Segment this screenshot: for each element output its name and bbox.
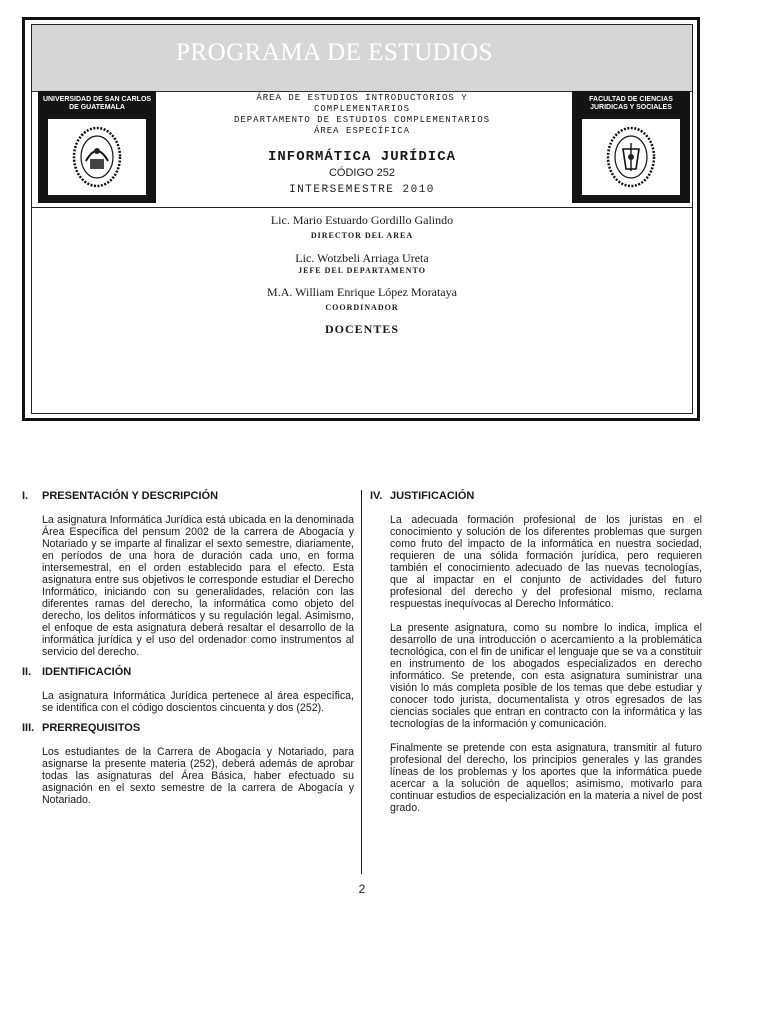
docentes-label: DOCENTES [324,322,400,336]
section-paragraph: La adecuada formación profesional de los juristas en el conocimiento y solución de los diferentes problemas que surgen como fruto del impacto de la informática en nuestra sociedad, requieren de una sólida formación jurídica, pero requieren también el conocimiento adecuado de las nuevas tecnologías, que al impactar en el conjunto de actividades del futuro profesional del derecho y del profesional mismo, reclama respuestas inequívocas al Derecho Informático. [390,514,702,610]
university-seal-frame [48,119,146,195]
header-inner-frame [31,24,693,414]
section-heading [22,666,354,678]
university-seal-icon [72,125,122,189]
department-head-role: JEFE DEL DEPARTAMENTO [298,266,426,275]
director-role: DIRECTOR DEL AREA [310,231,414,240]
section-heading [370,490,702,502]
page-number: 2 [358,882,366,896]
faculty-seal-icon [606,125,656,189]
area-line-2: COMPLEMENTARIOS [313,104,410,114]
section-title: IDENTIFICACIÓN [42,666,132,678]
right-column [370,490,702,826]
faculty-seal-caption: FACULTAD DE CIENCIAS JURIDICAS Y SOCIALES [589,96,673,111]
faculty-seal-box [572,91,690,203]
section-number: I. [22,490,29,502]
section-heading [22,722,354,734]
column-divider [361,490,362,874]
section-number: III. [22,722,35,734]
section-paragraph: La asignatura Informática Jurídica pertenece al área específica, se identifica con el código doscientos cincuenta y dos (252). [42,690,354,714]
semester-label: INTERSEMESTRE 2010 [289,184,435,196]
section-paragraph: Los estudiantes de la Carrera de Abogacía y Notariado, para asignarse la presente materia (252), deberá además de aprobar todas las asignaturas del Área Básica, haber efectuado su asignación en el sexto semestre de la carrera de Abogacía y Notariado. [42,746,354,806]
university-seal-caption: UNIVERSIDAD DE SAN CARLOS DE GUATEMALA [42,96,152,111]
section-heading [22,490,354,502]
left-column [22,490,354,814]
course-title: INFORMÁTICA JURÍDICA [267,149,457,165]
area-line-1: ÁREA DE ESTUDIOS INTRODUCTORIOS Y [256,93,468,103]
section-paragraph: La presente asignatura, como su nombre lo indica, implica el desarrollo de una introducción o acercamiento a la problemática tecnológica, con el fin de unificar el lenguaje que se va a constituir en instrumento de los abogados especializados en derecho informático. Se pretende, con esta asignatura suministrar una visión lo más completa posible de los temas que debe estudiar y conocer todo jurista, documentalista y otros egresados de las ciencias sociales que entran en contracto con la informática y las tecnologías de la información y comunicación. [390,622,702,730]
section-number: II. [22,666,32,678]
section-title: PRERREQUISITOS [42,722,141,734]
staff-list [32,209,692,337]
course-info [156,93,568,196]
section-title: PRESENTACIÓN Y DESCRIPCIÓN [42,490,219,502]
coordinator-name: M.A. William Enrique López Morataya [267,285,457,299]
director-name: Lic. Mario Estuardo Gordillo Galindo [270,213,454,227]
university-seal-box [38,91,156,203]
section-number: IV. [370,490,383,502]
area-line-4: ÁREA ESPECÍFICA [313,126,410,136]
section-paragraph: Finalmente se pretende con esta asignatura, transmitir al futuro profesional del derecho, los principios generales y las grandes líneas de los problemas y los aportes que la informática puede acercar a la solución de aquellos; asimismo, motivarlo para continuar estudios de especialización en la materia a nivel de post grado. [390,742,702,814]
section-paragraph: La asignatura Informática Jurídica está ubicada en la denominada Área Específica del pensum 2002 de la carrera de Abogacía y Notariado y se imparte al finalizar el sexto semestre, diariamente, en períodos de una hora de duración cada uno, en forma intersemestral, en el orden establecido para el efecto. Esta asignatura entre sus objetivos le corresponde estudiar el Derecho Informático, iniciando con su generalidades, relación con las diferentes ramas del derecho, la informática como objeto del derecho, los delitos informáticos y su regulación legal. Asimismo, el enfoque de esta asignatura deberá resaltar el desarrollo de la informática jurídica y el uso del ordenador como instrumentos al servicio del derecho. [42,514,354,658]
header-frame [22,17,700,421]
department-head-name: Lic. Wotzbeli Arriaga Ureta [295,251,429,265]
faculty-seal-frame [582,119,680,195]
section-title: JUSTIFICACIÓN [390,490,475,502]
course-code: CÓDIGO 252 [328,167,396,179]
header-divider [32,207,692,208]
document-title: PROGRAMA DE ESTUDIOS [176,39,493,66]
coordinator-role: COORDINADOR [325,303,399,312]
area-line-3: DEPARTAMENTO DE ESTUDIOS COMPLEMENTARIOS [233,115,491,125]
title-band [32,25,692,92]
